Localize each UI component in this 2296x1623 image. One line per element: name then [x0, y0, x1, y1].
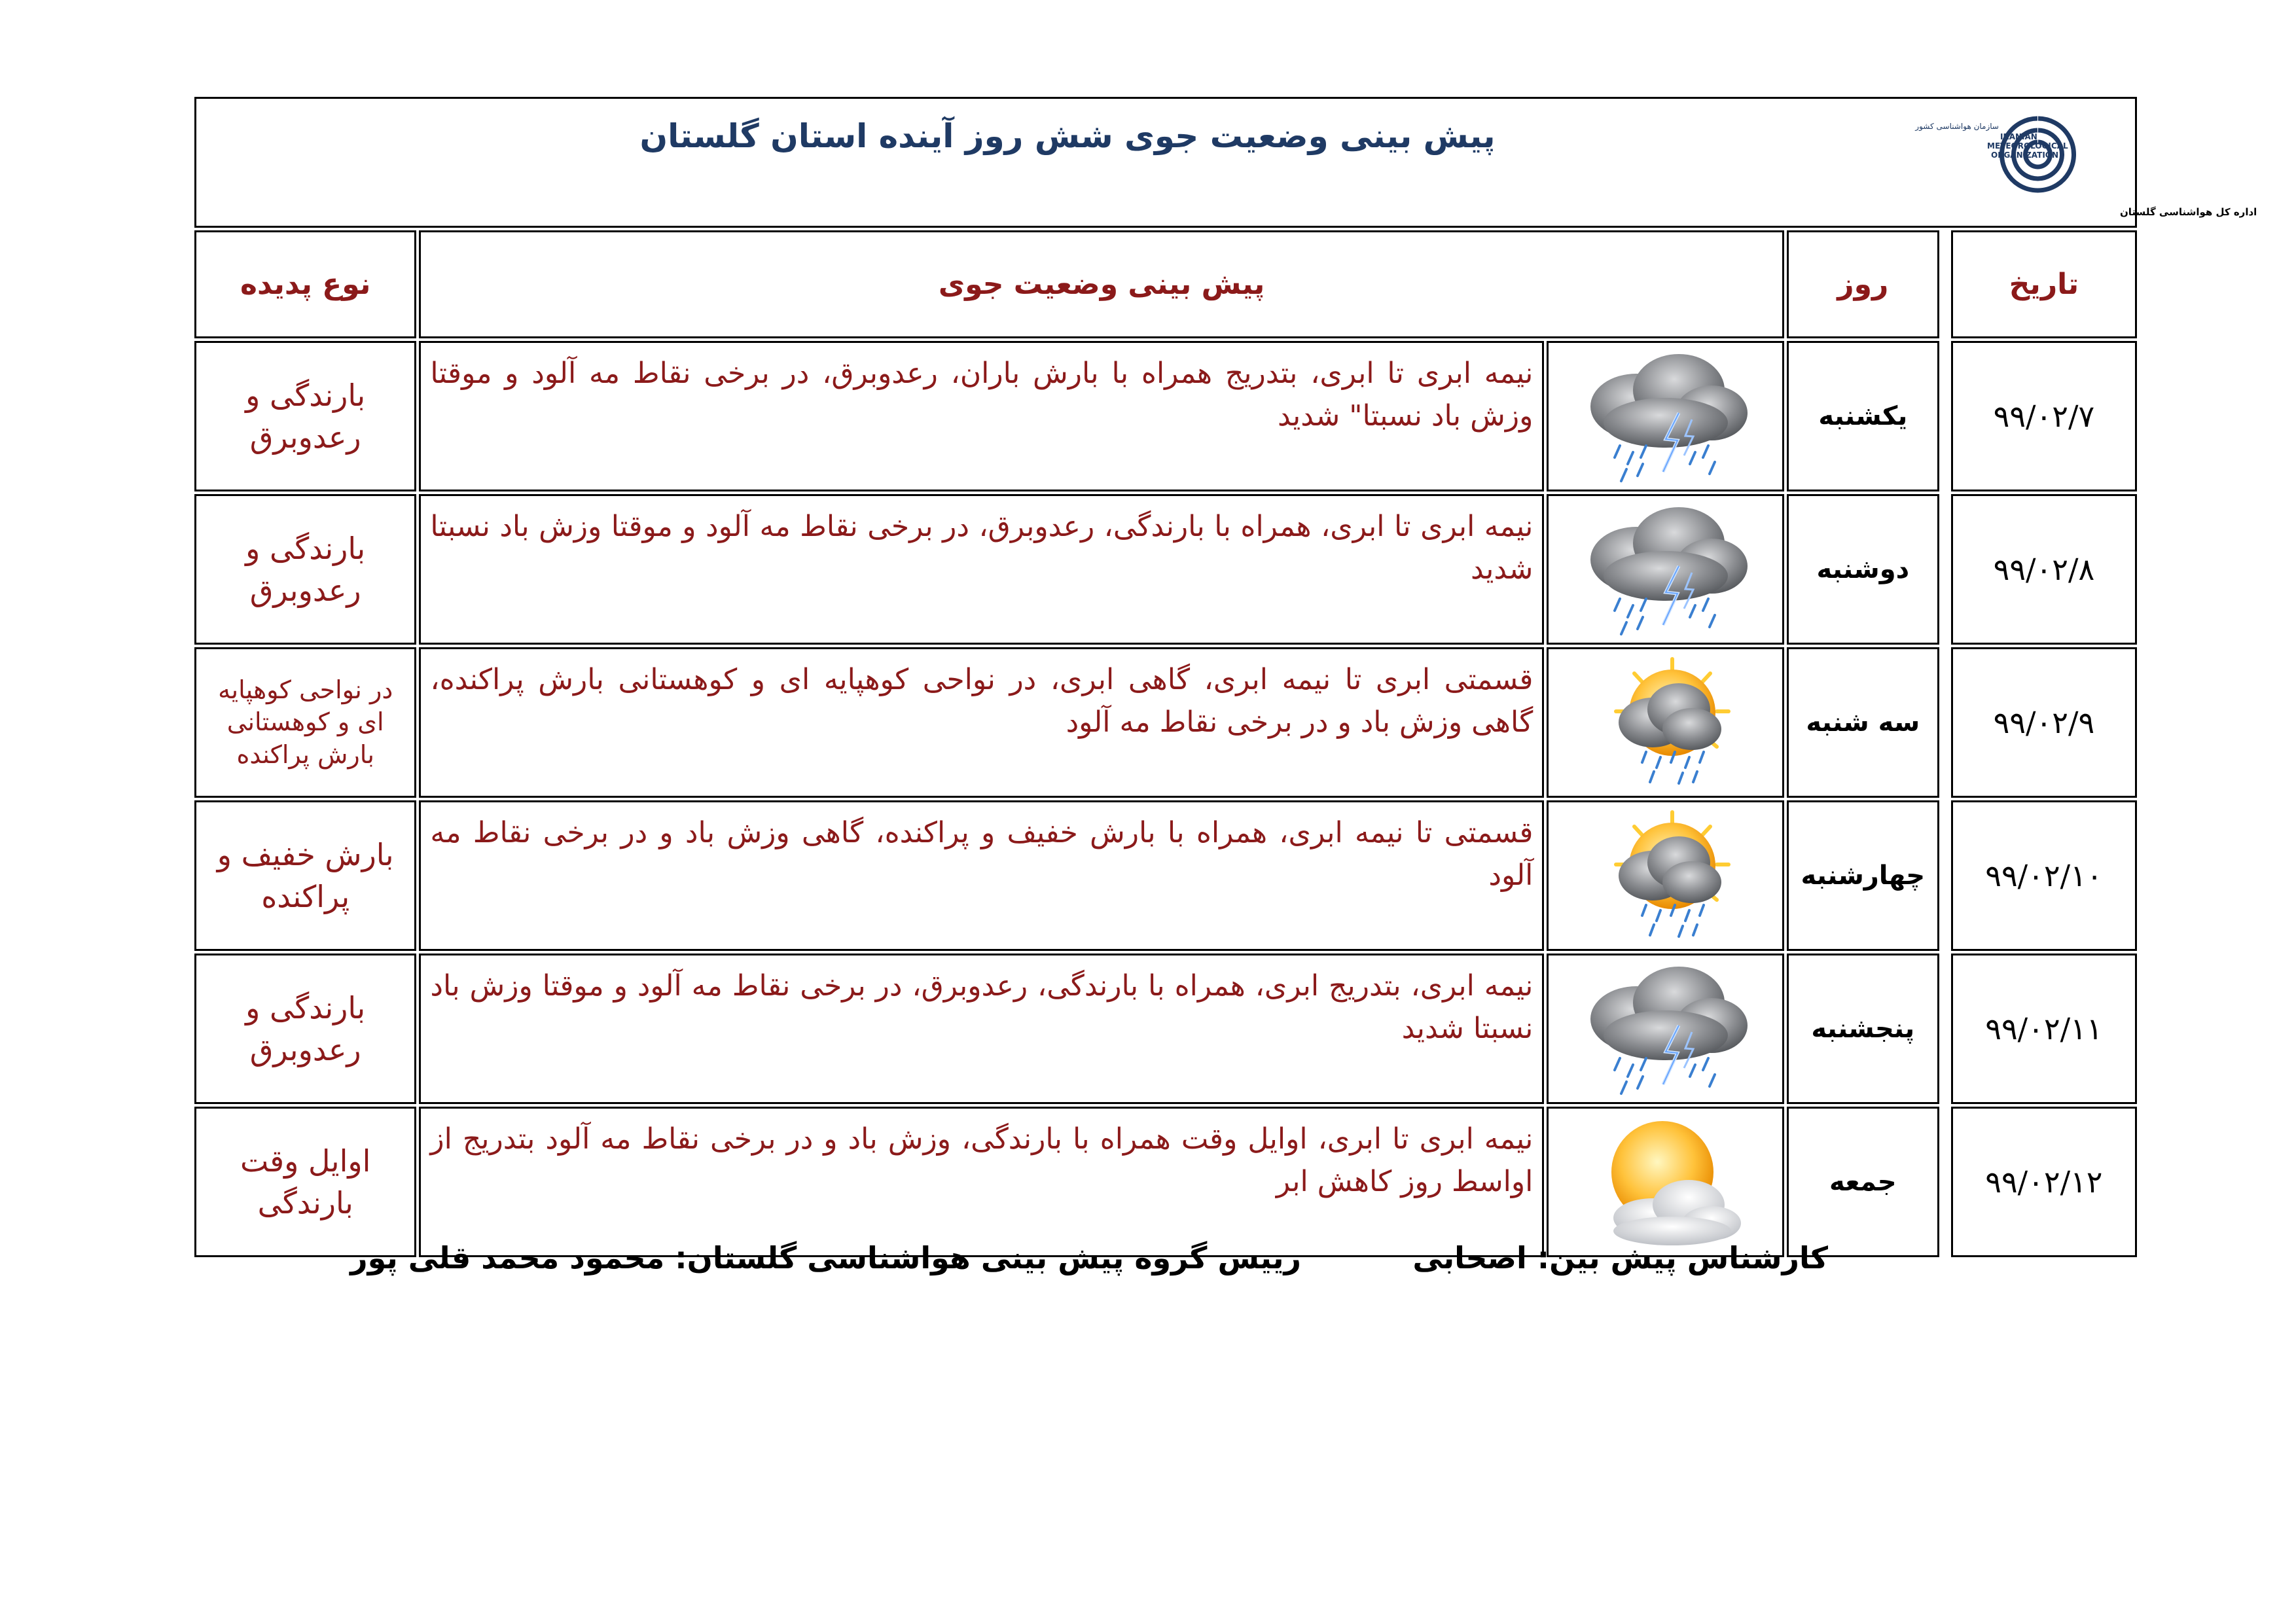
phenomenon-type: بارش خفیف و پراکنده — [194, 800, 416, 951]
svg-text:METEOROLOGICAL: METEOROLOGICAL — [1987, 141, 2068, 151]
svg-text:ORGANIZATION: ORGANIZATION — [1991, 151, 2059, 160]
weekday: چهارشنبه — [1787, 800, 1939, 951]
table-header-row — [194, 230, 2137, 338]
forecast-description: قسمتی تا نیمه ابری، همراه با بارش خفیف و پراکنده، گاهی وزش باد و در برخی نقاط مه آلود — [419, 800, 1544, 951]
sun-cloud-rain-icon — [1547, 800, 1784, 951]
svg-text:سازمان هواشناسی کشور: سازمان هواشناسی کشور — [1915, 122, 1999, 131]
forecast-description: نیمه ابری تا ابری، اوایل وقت همراه با بارندگی، وزش باد و در برخی نقاط مه آلود بتدریج از اواسط روز کاهش ابر — [419, 1107, 1544, 1257]
forecast-description: نیمه ابری، بتدریج ابری، همراه با بارندگی، رعدوبرق، در برخی نقاط مه آلود و موقتا وزش باد نسبتا شدید — [419, 954, 1544, 1104]
table-row — [194, 1107, 2137, 1257]
weekday: سه شنبه — [1787, 647, 1939, 798]
table-row — [194, 647, 2137, 798]
meteorological-organization-logo-icon — [1915, 105, 2257, 221]
partly-cloudy-icon — [1547, 1107, 1784, 1257]
forecast-date: ۹۹/۰۲/۱۱ — [1951, 954, 2137, 1104]
phenomenon-type: اوایل وقت بارندگی — [194, 1107, 416, 1257]
column-header-forecast: پیش بینی وضعیت جوی — [419, 230, 1784, 338]
thunderstorm-icon — [1547, 954, 1784, 1104]
thunderstorm-icon — [1547, 341, 1784, 491]
column-header-date: تاریخ — [1951, 230, 2137, 338]
forecast-date: ۹۹/۰۲/۷ — [1951, 341, 2137, 491]
phenomenon-type: در نواحی کوهپایه ای و کوهستانی بارش پراکنده — [194, 647, 416, 798]
forecast-description: نیمه ابری تا ابری، بتدریج همراه با بارش باران، رعدوبرق، در برخی نقاط مه آلود و موقتا وزش باد نسبتا" شدید — [419, 341, 1544, 491]
forecast-group-head: رییس گروه پیش بینی هواشناسی گلستان: محمود محمد قلی پور — [350, 1240, 1301, 1275]
forecast-date: ۹۹/۰۲/۸ — [1951, 494, 2137, 645]
weekday: دوشنبه — [1787, 494, 1939, 645]
weekday: یکشنبه — [1787, 341, 1939, 491]
forecast-description: نیمه ابری تا ابری، همراه با بارندگی، رعدوبرق، در برخی نقاط مه آلود و موقتا وزش باد نسبتا شدید — [419, 494, 1544, 645]
forecast-date: ۹۹/۰۲/۱۲ — [1951, 1107, 2137, 1257]
weekday: جمعه — [1787, 1107, 1939, 1257]
phenomenon-type: بارندگی و رعدوبرق — [194, 954, 416, 1104]
svg-text:IRANIAN: IRANIAN — [2000, 132, 2037, 141]
forecast-table — [192, 228, 2140, 1260]
phenomenon-type: بارندگی و رعدوبرق — [194, 494, 416, 645]
forecast-description: قسمتی ابری تا نیمه ابری، گاهی ابری، در نواحی کوهپایه ای و کوهستانی بارش پراکنده، گاهی وزش باد و در برخی نقاط مه آلود — [419, 647, 1544, 798]
weekday: پنجشنبه — [1787, 954, 1939, 1104]
thunderstorm-icon — [1547, 494, 1784, 645]
document-header — [194, 97, 2257, 228]
sun-cloud-rain-icon — [1547, 647, 1784, 798]
column-header-day: روز — [1787, 230, 1939, 338]
forecast-date: ۹۹/۰۲/۱۰ — [1951, 800, 2137, 951]
table-row — [194, 800, 2137, 951]
table-row — [194, 494, 2137, 645]
forecast-document — [194, 97, 2257, 1260]
table-row — [194, 954, 2137, 1104]
document-title: پیش بینی وضعیت جوی شش روز آینده استان گلستان — [639, 117, 1496, 155]
phenomenon-type: بارندگی و رعدوبرق — [194, 341, 416, 491]
forecaster-name: کارشناس پیش بین: اصحابی — [1412, 1240, 1828, 1275]
table-row — [194, 341, 2137, 491]
svg-text:اداره کل هواشناسی گلستان: اداره کل هواشناسی گلستان — [2120, 206, 2257, 218]
column-header-type: نوع پدیده — [194, 230, 416, 338]
forecast-date: ۹۹/۰۲/۹ — [1951, 647, 2137, 798]
